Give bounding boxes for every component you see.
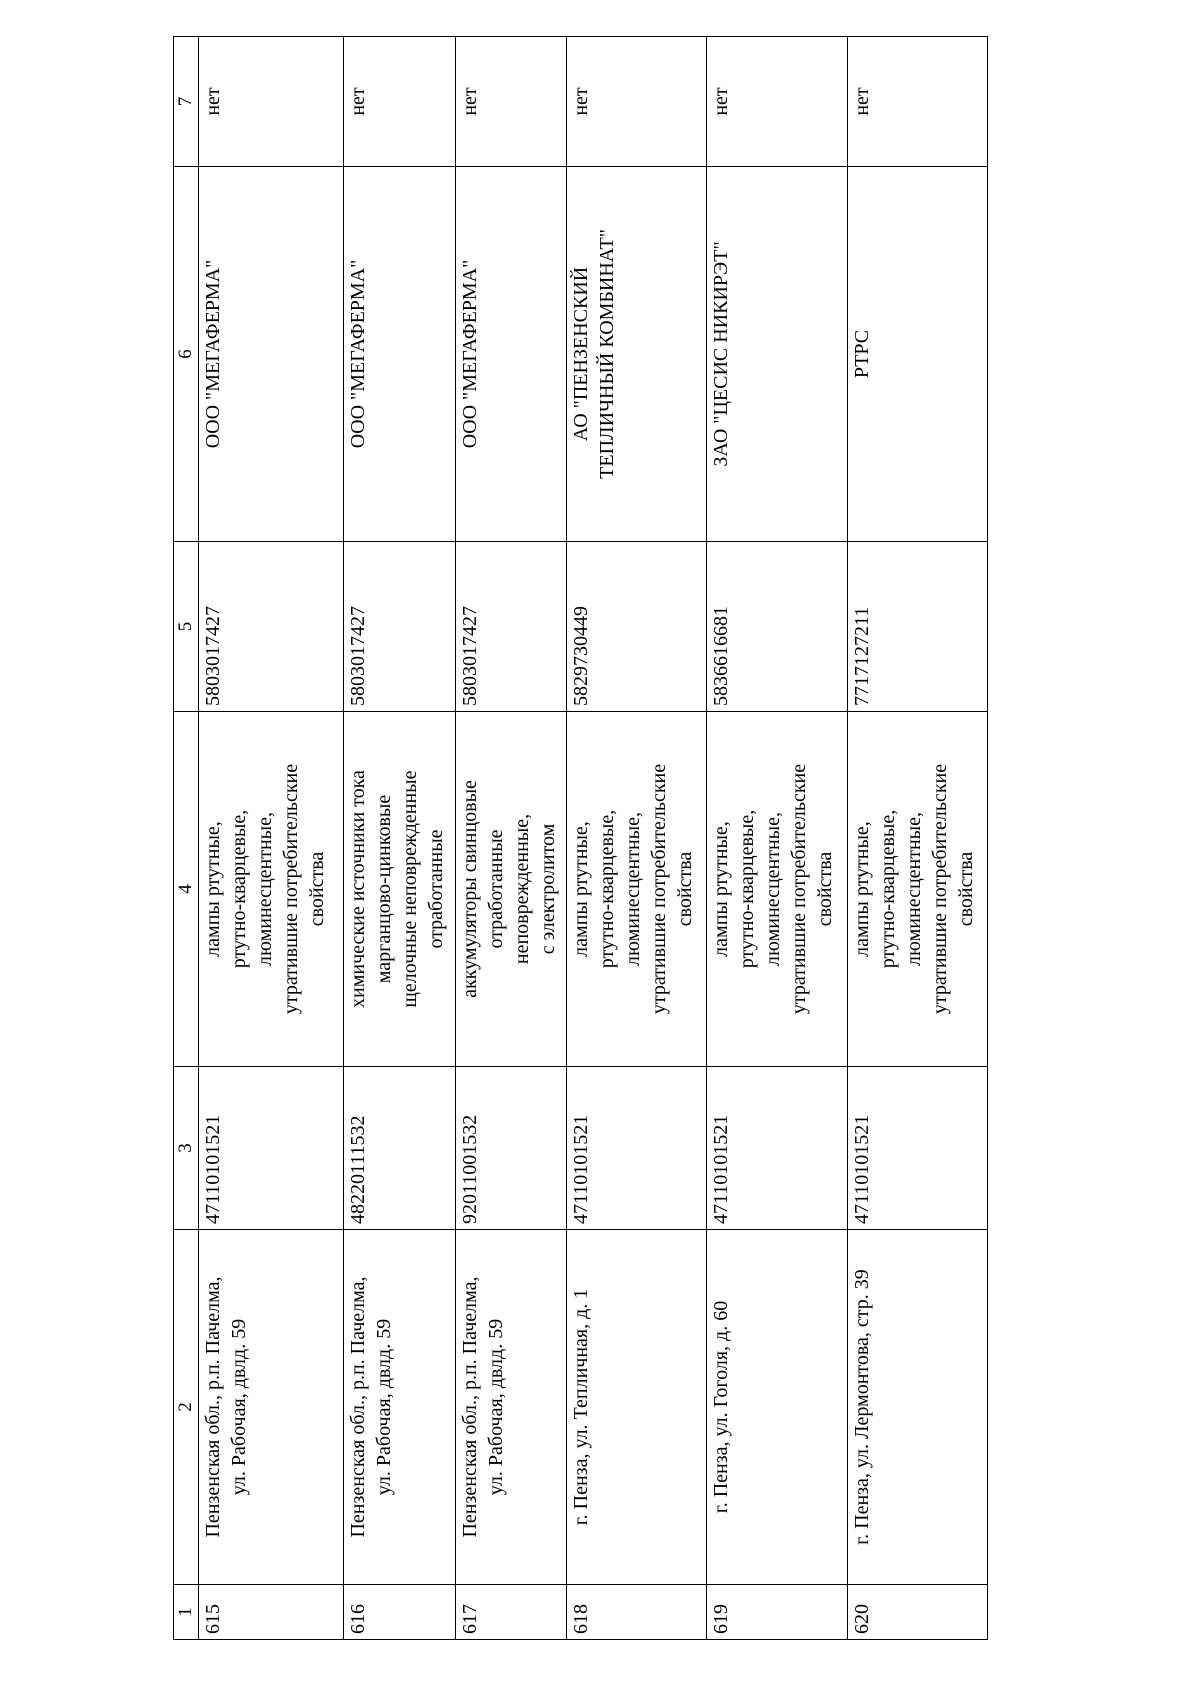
waste-name-cell	[455, 712, 566, 1067]
row-number-cell: 618	[566, 1585, 706, 1640]
waste-code-cell: 48220111532	[344, 1067, 455, 1230]
organization-line: РТРС	[850, 329, 873, 379]
header-cell: 5	[174, 542, 199, 712]
inn-cell: 5803017427	[344, 542, 455, 712]
waste-name-line: лампы ртутные,	[850, 821, 873, 957]
organization-line: ООО "МЕГАФЕРМА"	[347, 259, 370, 449]
waste-name-line: люминесцентные,	[253, 812, 276, 967]
organization-cell	[455, 167, 566, 542]
organization-line: АО "ПЕНЗЕНСКИЙ	[569, 266, 592, 442]
waste-name-cell	[566, 712, 706, 1067]
waste-name-line: утратившие потребительские	[928, 763, 951, 1015]
row-number-cell: 619	[707, 1585, 847, 1640]
waste-name-line: отработанные	[425, 829, 448, 949]
organization-cell	[847, 167, 987, 542]
waste-name-line: утратившие потребительские	[647, 763, 670, 1015]
waste-name-cell	[847, 712, 987, 1067]
flag-cell: нет	[707, 37, 847, 167]
inn-cell: 5803017427	[198, 542, 344, 712]
address-line: ул. Рабочая, двлд. 59	[484, 1318, 507, 1496]
address-line: Пензенская обл., р.п. Пачелма,	[201, 1276, 224, 1538]
address-cell	[198, 1230, 344, 1585]
flag-cell: нет	[847, 37, 987, 167]
waste-code-cell: 47110101521	[198, 1067, 344, 1230]
table-row	[344, 37, 455, 1640]
waste-name-line: люминесцентные,	[902, 812, 925, 967]
address-cell	[707, 1230, 847, 1585]
row-number-cell: 620	[847, 1585, 987, 1640]
address-cell	[566, 1230, 706, 1585]
inn-cell: 7717127211	[847, 542, 987, 712]
waste-name-line: свойства	[954, 851, 977, 927]
waste-code-cell: 47110101521	[707, 1067, 847, 1230]
table-row	[847, 37, 987, 1640]
address-line: ул. Рабочая, двлд. 59	[227, 1318, 250, 1496]
waste-name-line: аккумуляторы свинцовые	[458, 780, 481, 998]
organization-cell	[566, 167, 706, 542]
waste-name-line: с электролитом	[536, 823, 559, 955]
address-cell	[344, 1230, 455, 1585]
waste-name-line: свойства	[673, 851, 696, 927]
waste-name-line: свойства	[814, 851, 837, 927]
organization-cell	[198, 167, 344, 542]
table-row	[566, 37, 706, 1640]
address-line: ул. Рабочая, двлд. 59	[373, 1318, 396, 1496]
waste-code-cell: 47110101521	[847, 1067, 987, 1230]
header-cell: 1	[174, 1585, 199, 1640]
rotated-table-container	[173, 37, 988, 1640]
waste-name-line: химические источники тока	[347, 770, 370, 1008]
waste-name-line: лампы ртутные,	[201, 821, 224, 957]
inn-cell: 5803017427	[455, 542, 566, 712]
address-line: г. Пенза, ул. Лермонтова, стр. 39	[850, 1269, 873, 1545]
waste-name-cell	[344, 712, 455, 1067]
organization-line: ООО "МЕГАФЕРМА"	[458, 259, 481, 449]
waste-name-line: люминесцентные,	[762, 812, 785, 967]
address-line: г. Пенза, ул. Тепличная, д. 1	[569, 1288, 592, 1526]
header-cell: 2	[174, 1230, 199, 1585]
waste-name-line: ртутно-кварцевые,	[876, 809, 899, 969]
header-cell: 3	[174, 1067, 199, 1230]
waste-code-cell: 47110101521	[566, 1067, 706, 1230]
waste-name-line: ртутно-кварцевые,	[227, 809, 250, 969]
waste-name-cell	[707, 712, 847, 1067]
waste-name-line: марганцово-цинковые	[373, 794, 396, 984]
flag-cell: нет	[344, 37, 455, 167]
waste-name-line: лампы ртутные,	[569, 821, 592, 957]
organization-line: ЗАО "ЦЕСИС НИКИРЭТ"	[710, 241, 733, 467]
waste-name-line: щелочные неповрежденные	[399, 770, 422, 1008]
flag-cell: нет	[566, 37, 706, 167]
table-row	[198, 37, 344, 1640]
row-number-cell: 617	[455, 1585, 566, 1640]
waste-name-line: люминесцентные,	[621, 812, 644, 967]
flag-cell: нет	[455, 37, 566, 167]
row-number-cell: 615	[198, 1585, 344, 1640]
address-line: Пензенская обл., р.п. Пачелма,	[458, 1276, 481, 1538]
header-row	[174, 37, 199, 1640]
header-cell: 4	[174, 712, 199, 1067]
waste-name-line: ртутно-кварцевые,	[595, 809, 618, 969]
address-line: г. Пенза, ул. Гоголя, д. 60	[710, 1300, 733, 1514]
organization-line: ТЕПЛИЧНЫЙ КОМБИНАТ"	[595, 229, 618, 479]
waste-code-cell: 92011001532	[455, 1067, 566, 1230]
waste-name-line: утратившие потребительские	[279, 763, 302, 1015]
waste-name-line: отработанные	[484, 829, 507, 949]
address-cell	[455, 1230, 566, 1585]
row-number-cell: 616	[344, 1585, 455, 1640]
organization-cell	[344, 167, 455, 542]
header-cell: 7	[174, 37, 199, 167]
waste-name-line: неповрежденные,	[510, 813, 533, 965]
table-row	[707, 37, 847, 1640]
table-row	[455, 37, 566, 1640]
flag-cell: нет	[198, 37, 344, 167]
waste-name-line: лампы ртутные,	[710, 821, 733, 957]
inn-cell: 5829730449	[566, 542, 706, 712]
waste-name-line: ртутно-кварцевые,	[736, 809, 759, 969]
inn-cell: 5836616681	[707, 542, 847, 712]
address-cell	[847, 1230, 987, 1585]
waste-name-line: свойства	[305, 851, 328, 927]
waste-name-line: утратившие потребительские	[788, 763, 811, 1015]
waste-name-cell	[198, 712, 344, 1067]
address-line: Пензенская обл., р.п. Пачелма,	[347, 1276, 370, 1538]
organization-cell	[707, 167, 847, 542]
header-cell: 6	[174, 167, 199, 542]
waste-registry-table	[173, 36, 988, 1640]
organization-line: ООО "МЕГАФЕРМА"	[201, 259, 224, 449]
